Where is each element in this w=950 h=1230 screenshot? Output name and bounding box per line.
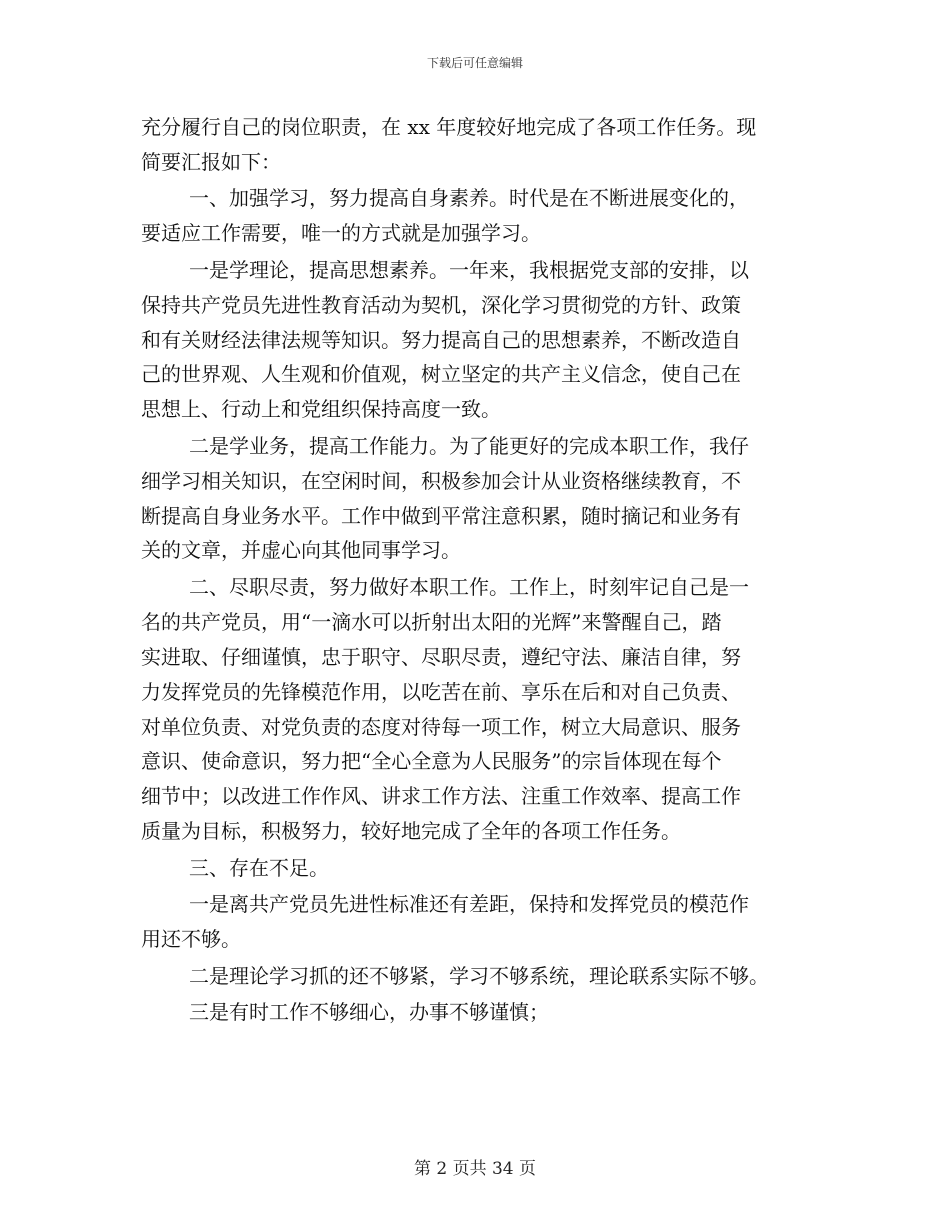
- text-line: 实进取、仔细谨慎，忠于职守、尽职尽责，遵纪守法、廉洁自律，努: [141, 644, 741, 669]
- document-body: [141, 110, 821, 1030]
- paragraph: [141, 995, 821, 1030]
- text-line: 和有关财经法律法规等知识。努力提高自己的思想素养，不断改造自: [141, 327, 741, 352]
- text-line: 细学习相关知识，在空闲时间，积极参加会计从业资格继续教育，不: [141, 468, 741, 493]
- text-line: 一是离共产党员先进性标准还有差距，保持和发挥党员的模范作: [189, 892, 749, 917]
- paragraph: [141, 110, 821, 180]
- text-line: 要适应工作需要，唯一的方式就是加强学习。: [141, 221, 541, 246]
- text-line: 断提高自身业务水平。工作中做到平常注意积累，随时摘记和业务有: [141, 503, 741, 528]
- paragraph: [141, 851, 821, 886]
- text-line: 细节中；以改进工作作风、讲求工作方法、注重工作效率、提高工作: [141, 784, 741, 809]
- text-line: 用还不够。: [141, 927, 241, 952]
- paragraph: [141, 959, 821, 994]
- text-line: 一、加强学习，努力提高自身素养。时代是在不断进展变化的，: [189, 186, 749, 211]
- text-line: 意识、使命意识，努力把“全心全意为人民服务”的宗旨体现在每个: [141, 749, 722, 774]
- text-line: 三是有时工作不够细心，办事不够谨慎；: [189, 1000, 549, 1025]
- page-number-footer: 第 2 页共 34 页: [413, 1159, 537, 1179]
- page-header: 下载后可任意编辑: [426, 56, 523, 70]
- text-line: 二是学业务，提高工作能力。为了能更好的完成本职工作，我仔: [189, 433, 749, 458]
- paragraph: [141, 181, 821, 251]
- paragraph: [141, 887, 821, 957]
- paragraph: [141, 429, 821, 569]
- text-line: 名的共产党员，用“一滴水可以折射出太阳的光辉”来警醒自己，踏: [141, 609, 722, 634]
- text-line: 充分履行自己的岗位职责，在 xx 年度较好地完成了各项工作任务。现: [141, 115, 757, 139]
- text-line: 己的世界观、人生观和价值观，树立坚定的共产主义信念，使自己在: [141, 362, 741, 387]
- text-line: 对单位负责、对党负责的态度对待每一项工作，树立大局意识、服务: [141, 714, 741, 739]
- text-line: 保持共产党员先进性教育活动为契机，深化学习贯彻党的方针、政策: [141, 292, 741, 317]
- text-line: 力发挥党员的先锋模范作用，以吃苦在前、享乐在后和对自己负责、: [141, 679, 741, 704]
- text-line: 一是学理论，提高思想素养。一年来，我根据党支部的安排，以: [189, 257, 749, 282]
- text-line: 三、存在不足。: [189, 855, 329, 880]
- text-line: 二是理论学习抓的还不够紧，学习不够系统，理论联系实际不够。: [189, 963, 769, 988]
- paragraph: [141, 253, 821, 427]
- text-line: 关的文章，并虚心向其他同事学习。: [141, 538, 461, 563]
- paragraph: [141, 570, 821, 849]
- text-line: 简要汇报如下：: [141, 149, 281, 174]
- text-line: 思想上、行动上和党组织保持高度一致。: [141, 397, 501, 422]
- text-line: 二、尽职尽责，努力做好本职工作。工作上，时刻牢记自己是一: [189, 574, 749, 599]
- text-line: 质量为目标，积极努力，较好地完成了全年的各项工作任务。: [141, 819, 681, 844]
